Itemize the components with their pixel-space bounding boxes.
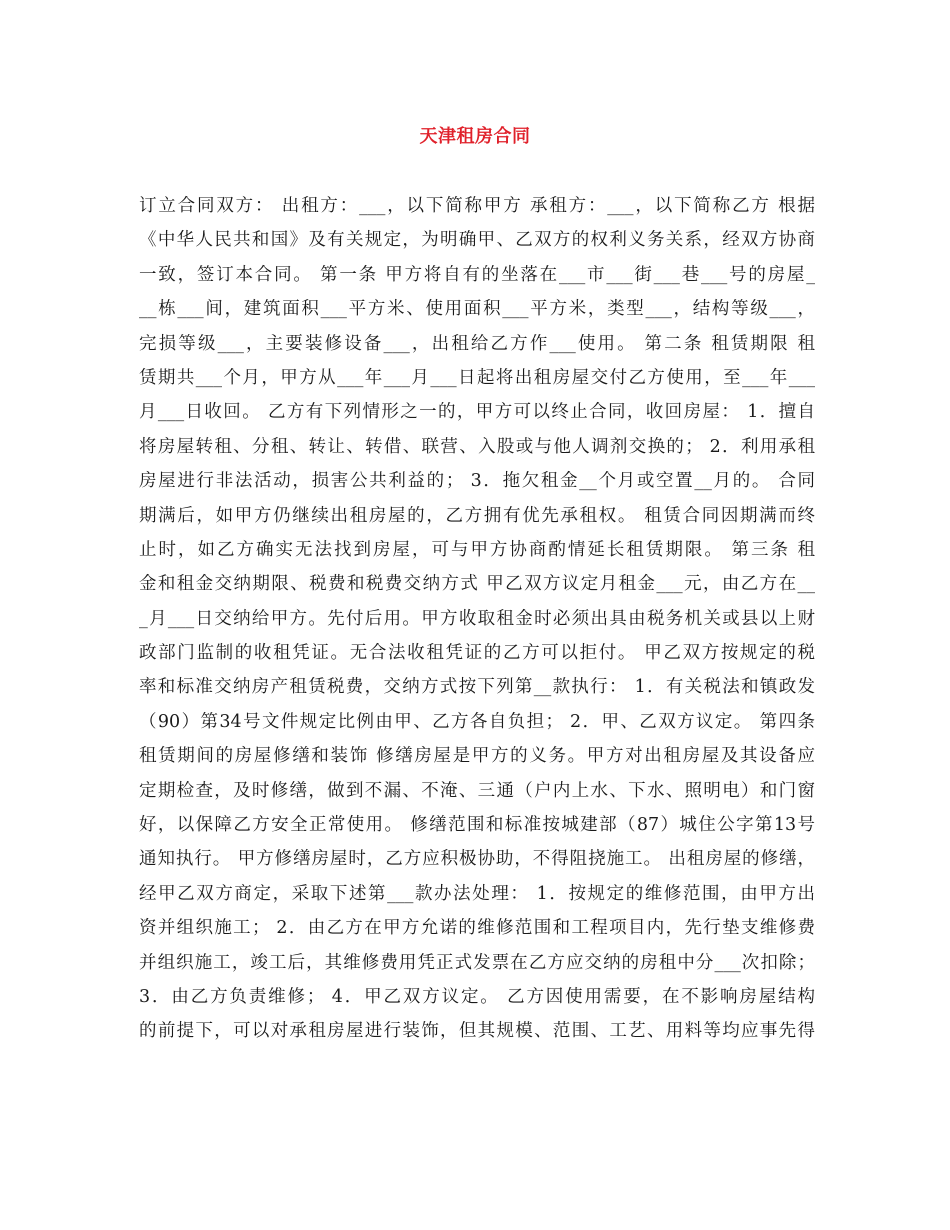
text-line: （90）第34号文件规定比例由甲、乙方各自负担； 2．甲、乙双方议定。 第四条 [139,711,815,732]
text-line: 金和租金交纳期限、税费和税费交纳方式 甲乙双方议定月租金___元，由乙方在__ [139,574,815,595]
text-line: 月___日收回。 乙方有下列情形之一的，甲方可以终止合同，收回房屋： 1．擅自 [139,402,815,423]
text-line: __栋___间，建筑面积___平方米、使用面积___平方米，类型___，结构等级___， [139,299,815,320]
text-line: 租赁期间的房屋修缮和装饰 修缮房屋是甲方的义务。甲方对出租房屋及其设备应 [139,746,815,767]
text-line: 完损等级___，主要装修设备___，出租给乙方作___使用。 第二条 租赁期限 租 [139,333,815,354]
text-line: 资并组织施工； 2．由乙方在甲方允诺的维修范围和工程项目内，先行垫支维修费 [139,918,815,939]
text-line: 通知执行。 甲方修缮房屋时，乙方应积极协助，不得阻挠施工。 出租房屋的修缮， [139,849,815,870]
text-line: 好，以保障乙方安全正常使用。 修缮范围和标准按城建部（87）城住公字第13号 [139,815,815,836]
text-line: 房屋进行非法活动，损害公共利益的； 3．拖欠租金__个月或空置__月的。 合同 [139,471,815,492]
text-line: 政部门监制的收租凭证。无合法收租凭证的乙方可以拒付。 甲乙双方按规定的税 [139,643,815,664]
text-line: 赁期共___个月，甲方从___年___月___日起将出租房屋交付乙方使用，至___年___ [139,367,815,388]
text-line: 经甲乙双方商定，采取下述第___款办法处理： 1．按规定的维修范围，由甲方出 [139,883,815,904]
text-line: 3．由乙方负责维修； 4．甲乙双方议定。 乙方因使用需要，在不影响房屋结构 [139,986,815,1007]
document-title: 天津租房合同 [419,126,531,147]
text-line: 《中华人民共和国》及有关规定，为明确甲、乙双方的权利义务关系，经双方协商 [139,230,815,251]
text-line: 定期检查，及时修缮，做到不漏、不淹、三通（户内上水、下水、照明电）和门窗 [139,780,815,801]
text-line: 并组织施工，竣工后，其维修费用凭正式发票在乙方应交纳的房租中分___次扣除； [139,952,815,973]
text-line: 订立合同双方： 出租方：___，以下简称甲方 承租方：___，以下简称乙方 根据 [139,196,815,216]
text-line: 止时，如乙方确实无法找到房屋，可与甲方协商酌情延长租赁期限。 第三条 租 [139,539,815,560]
contract-body [139,189,815,1049]
text-line: 期满后，如甲方仍继续出租房屋的，乙方拥有优先承租权。 租赁合同因期满而终 [139,505,815,526]
text-line: 率和标准交纳房产租赁税费，交纳方式按下列第__款执行： 1．有关税法和镇政发 [139,677,815,698]
text-line: 一致，签订本合同。 第一条 甲方将自有的坐落在___市___街___巷___号的房屋_ [139,264,815,285]
text-line: 将房屋转租、分租、转让、转借、联营、入股或与他人调剂交换的； 2．利用承租 [139,436,815,457]
text-line: _月___日交纳给甲方。先付后用。甲方收取租金时必须出具由税务机关或县以上财 [139,608,815,629]
text-line: 的前提下，可以对承租房屋进行装饰，但其规模、范围、工艺、用料等均应事先得 [139,1021,815,1042]
